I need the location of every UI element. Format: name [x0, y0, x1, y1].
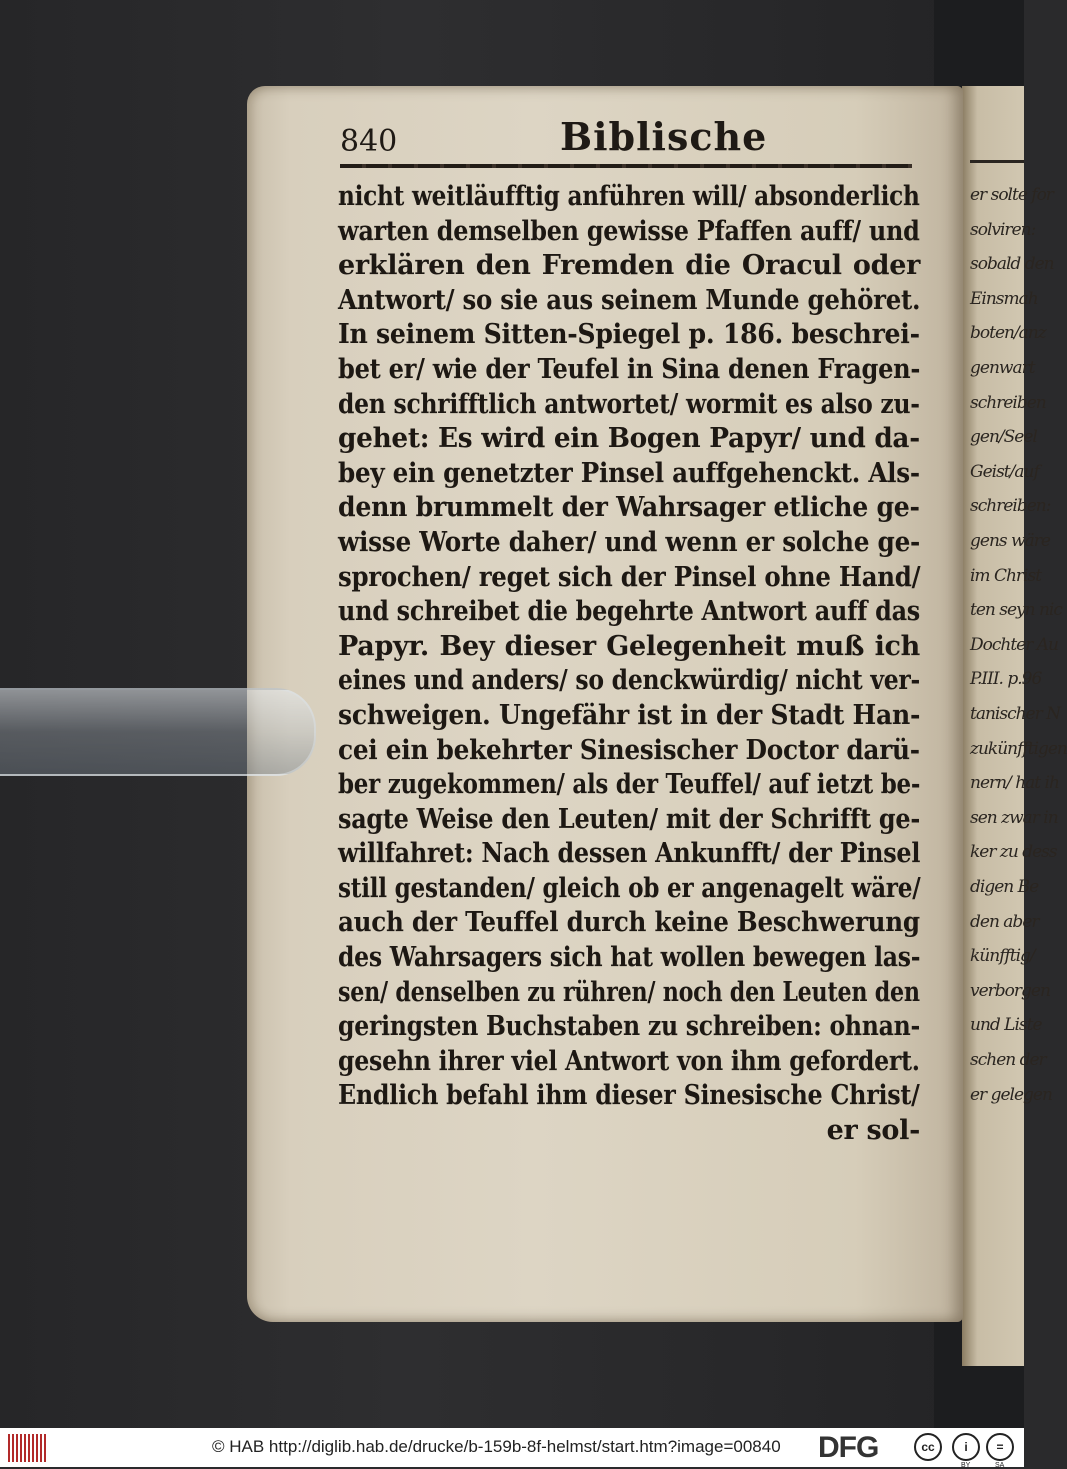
text-line: ber zugekommen/ als der Teuffel/ auf ietzt be- [338, 769, 921, 801]
facing-page-line: ten seyn nic [970, 600, 1062, 621]
facing-page-line: P.III. p.96 [970, 669, 1042, 690]
cc-by-icon: i [952, 1433, 980, 1461]
facing-page-line: verborgen [970, 980, 1050, 1001]
cc-license-icon[interactable]: cc [914, 1433, 942, 1461]
text-line: nicht weitläufftig anführen will/ absonderlich [338, 181, 920, 212]
facing-page-edge [962, 86, 1067, 1366]
cc-sa-icon: = [986, 1433, 1014, 1461]
facing-page-line: er gelegen [970, 1084, 1052, 1105]
text-line: wisse Worte daher/ und wenn er solche ge- [338, 526, 921, 558]
body-text [338, 180, 920, 1149]
facing-page-line: Geist/auf [970, 461, 1039, 482]
facing-page-line: gen/Seel [970, 427, 1037, 448]
text-line: warten demselben gewisse Pfaffen auff/ und [338, 215, 920, 247]
text-line: des Wahrsagers sich hat wollen bewegen las- [338, 942, 921, 974]
facing-page-line: sobald den [970, 254, 1054, 275]
text-line: sprochen/ reget sich der Pinsel ohne Hand/ [338, 561, 921, 593]
facing-page-line: gens wäre [970, 531, 1050, 551]
text-line: Papyr. Bey dieser Gelegenheit muß ich [338, 630, 920, 662]
text-line: gesehn ihrer viel Antwort von ihm gefordert. [338, 1045, 920, 1077]
facing-page-line: künfftig/ [970, 946, 1035, 967]
facing-page-line: sen zwar in [970, 807, 1058, 828]
text-line: auch der Teuffel durch keine Beschwerung [338, 907, 920, 939]
facing-page-line: schreiben: [970, 496, 1051, 517]
facing-page-line: er solte for [970, 185, 1053, 205]
page-number: 840 [340, 124, 398, 159]
text-line: sagte Weise den Leuten/ mit der Schrifft ge- [338, 803, 920, 835]
text-line: In seinem Sitten-Spiegel p. 186. beschrei- [338, 319, 920, 351]
page-header [340, 114, 920, 162]
text-line: still gestanden/ gleich ob er angenagelt wäre/ [338, 872, 921, 904]
text-line: cei ein bekehrter Sinesischer Doctor darü- [338, 734, 920, 766]
facing-page-line: ker zu dess [970, 842, 1057, 863]
running-head: Biblische [560, 114, 768, 159]
facing-page-line: boten/anz [970, 323, 1046, 344]
text-line: bet er/ wie der Teufel in Sina denen Fragen- [338, 353, 921, 385]
facing-page-line: solviren: [970, 219, 1036, 240]
footer-credit[interactable]: © HAB http://diglib.hab.de/drucke/b-159b-8f-helmst/start.htm?image=00840 [212, 1437, 781, 1456]
facing-page-line: im Christ [970, 565, 1042, 586]
text-line: Antwort/ so sie aus seinem Munde gehöret. [338, 284, 921, 316]
footer-bar [0, 1428, 1024, 1467]
facing-page-line: und Liste [970, 1015, 1042, 1036]
facing-page-line: digen Be [970, 877, 1039, 897]
facing-page-line: tanischer N [970, 704, 1061, 724]
facing-page-line: Einsmah [970, 288, 1038, 309]
facing-page-line: schreiben [970, 392, 1046, 413]
facing-page-line: nern/ hat ih [970, 773, 1059, 794]
text-line: eines und anders/ so denckwürdig/ nicht ver- [338, 665, 920, 697]
header-rule [340, 164, 912, 168]
facing-page-line: zukünfftigen [970, 738, 1067, 759]
facing-page-line: den aber [970, 911, 1039, 932]
text-line: und schreibet die begehrte Antwort auff das [338, 596, 920, 628]
text-line: geringsten Buchstaben zu schreiben: ohnan- [338, 1011, 921, 1043]
facing-page-rule [970, 160, 1024, 163]
text-line: den schrifftlich antwortet/ wormit es also zu- [338, 388, 920, 420]
facing-page-line: Dochter Au [970, 634, 1058, 655]
page-clip [0, 688, 316, 776]
text-line: sen/ denselben zu rühren/ noch den Leuten den [338, 976, 920, 1008]
dfg-logo: DFG [818, 1431, 879, 1464]
text-line: bey ein genetzter Pinsel auffgehenckt. Als- [338, 457, 920, 489]
hab-barcode-icon [8, 1434, 48, 1462]
text-line: er sol- [826, 1115, 920, 1147]
cc-by-label: BY [961, 1462, 971, 1469]
text-line: erklären den Fremden die Oracul oder [338, 250, 920, 282]
text-line: Endlich befahl ihm dieser Sinesische Christ/ [338, 1080, 920, 1112]
facing-page-line: genwart [970, 358, 1035, 378]
text-line: willfahret: Nach dessen Ankunfft/ der Pinsel [338, 838, 921, 870]
text-line: schweigen. Ungefähr ist in der Stadt Han- [338, 699, 921, 731]
facing-page-line: schen der [970, 1050, 1046, 1070]
text-line: denn brummelt der Wahrsager etliche ge- [338, 492, 920, 524]
cc-sa-label: SA [995, 1462, 1005, 1469]
text-line: gehet: Es wird ein Bogen Papyr/ und da- [338, 423, 920, 455]
